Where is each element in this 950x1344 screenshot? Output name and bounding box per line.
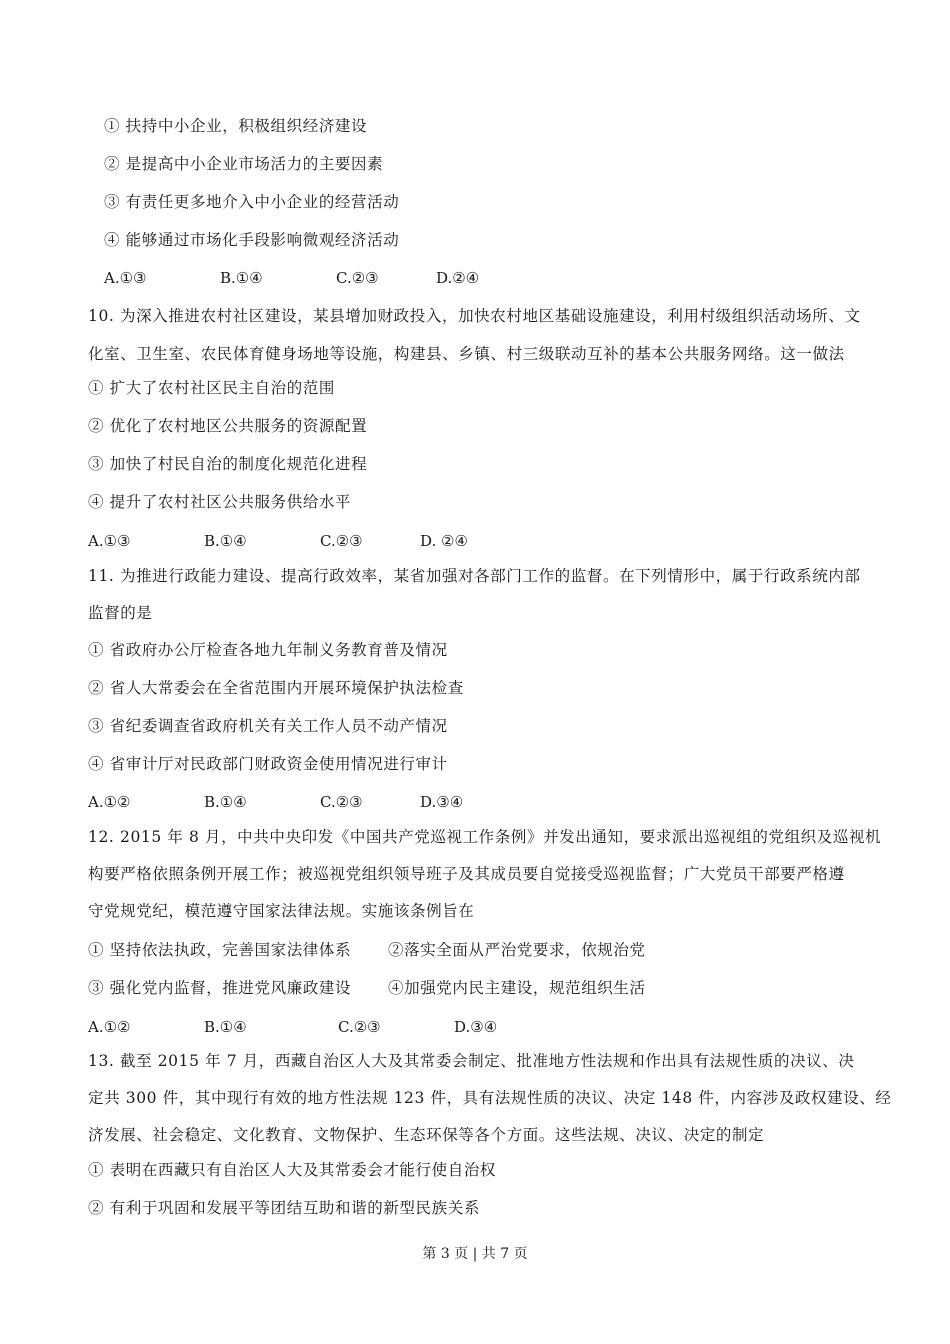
- q12-items-row-1: [88, 939, 878, 961]
- q10-stem-line-1: 10. 为深入推进农村社区建设，某县增加财政投入，加快农村地区基础设施建设，利用村级组织活动场所、文: [88, 307, 861, 325]
- q13-item-2: ② 有利于巩固和发展平等团结互助和谐的新型民族关系: [88, 1199, 480, 1217]
- page-footer: 第 3 页 | 共 7 页: [422, 1246, 528, 1262]
- q11-option-a: A.①②: [88, 793, 131, 811]
- q13-stem-line-2: 定共 300 件，其中现行有效的地方性法规 123 件，具有法规性质的决议、决定 148 件，内容涉及政权建设、经: [88, 1089, 892, 1107]
- q11-stem-line-1: 11. 为推进行政能力建设、提高行政效率，某省加强对各部门工作的监督。在下列情形中，属于行政系统内部: [88, 567, 861, 585]
- q9-item-1: ① 扶持中小企业，积极组织经济建设: [104, 117, 368, 135]
- q10-item-4: ④ 提升了农村社区公共服务供给水平: [88, 493, 352, 511]
- q12-option-a: A.①②: [88, 1018, 131, 1036]
- q12-stem-line-3: 守党规党纪，模范遵守国家法律法规。实施该条例旨在: [88, 902, 475, 920]
- q12-stem-line-1: 12. 2015 年 8 月，中共中央印发《中国共产党巡视工作条例》并发出通知，要求派出巡视组的党组织及巡视机: [88, 828, 882, 846]
- q10-option-b: B.①④: [204, 532, 247, 550]
- q12-items-row-2: [88, 977, 878, 999]
- q10-option-c: C.②③: [320, 532, 363, 550]
- q10-item-3: ③ 加快了村民自治的制度化规范化进程: [88, 455, 368, 473]
- q9-option-c: C.②③: [336, 269, 379, 287]
- q11-option-d: D.③④: [420, 793, 464, 811]
- q12-option-c: C.②③: [338, 1018, 381, 1036]
- q11-option-c: C.②③: [320, 793, 363, 811]
- q12-option-b: B.①④: [204, 1018, 247, 1036]
- q9-options: [104, 267, 479, 289]
- q12-item-1: ① 坚持依法执政，完善国家法律体系: [88, 941, 352, 959]
- q12-item-2: ②落实全面从严治党要求，依规治党: [388, 941, 646, 959]
- q10-option-a: A.①③: [88, 532, 131, 550]
- q9-item-3: ③ 有责任更多地介入中小企业的经营活动: [104, 193, 400, 211]
- q13-stem-line-3: 济发展、社会稳定、文化教育、文物保护、生态环保等各个方面。这些法规、决议、决定的制定: [88, 1126, 765, 1144]
- q10-item-1: ① 扩大了农村社区民主自治的范围: [88, 379, 336, 397]
- q12-item-3: ③ 强化党内监督，推进党风廉政建设: [88, 979, 352, 997]
- q12-stem-line-2: 构要严格依照条例开展工作；被巡视党组织领导班子及其成员要自觉接受巡视监督；广大党员干部要严格遵: [88, 865, 845, 883]
- q9-option-d: D.②④: [436, 269, 480, 287]
- q12-options: [88, 1016, 497, 1038]
- q10-item-2: ② 优化了农村地区公共服务的资源配置: [88, 417, 368, 435]
- q11-item-2: ② 省人大常委会在全省范围内开展环境保护执法检查: [88, 679, 464, 697]
- q12-option-d: D.③④: [454, 1018, 498, 1036]
- q11-item-4: ④ 省审计厅对民政部门财政资金使用情况进行审计: [88, 755, 448, 773]
- q13-item-1: ① 表明在西藏只有自治区人大及其常委会才能行使自治权: [88, 1161, 497, 1179]
- q10-option-d: D. ②④: [420, 532, 468, 550]
- q13-stem-line-1: 13. 截至 2015 年 7 月，西藏自治区人大及其常委会制定、批准地方性法规和作出具有法规性质的决议、决: [88, 1052, 855, 1070]
- q10-options: [88, 530, 468, 552]
- q11-item-3: ③ 省纪委调查省政府机关有关工作人员不动产情况: [88, 717, 448, 735]
- q10-stem-line-2: 化室、卫生室、农民体育健身场地等设施，构建县、乡镇、村三级联动互补的基本公共服务网络。这一做法: [88, 345, 845, 363]
- q11-option-b: B.①④: [204, 793, 247, 811]
- q11-options: [88, 791, 463, 813]
- q9-item-2: ② 是提高中小企业市场活力的主要因素: [104, 155, 384, 173]
- q11-item-1: ① 省政府办公厅检查各地九年制义务教育普及情况: [88, 641, 448, 659]
- q9-option-b: B.①④: [220, 269, 263, 287]
- q9-option-a: A.①③: [104, 269, 147, 287]
- q12-item-4: ④加强党内民主建设，规范组织生活: [388, 979, 646, 997]
- q9-item-4: ④ 能够通过市场化手段影响微观经济活动: [104, 231, 400, 249]
- q11-stem-line-2: 监督的是: [88, 604, 153, 622]
